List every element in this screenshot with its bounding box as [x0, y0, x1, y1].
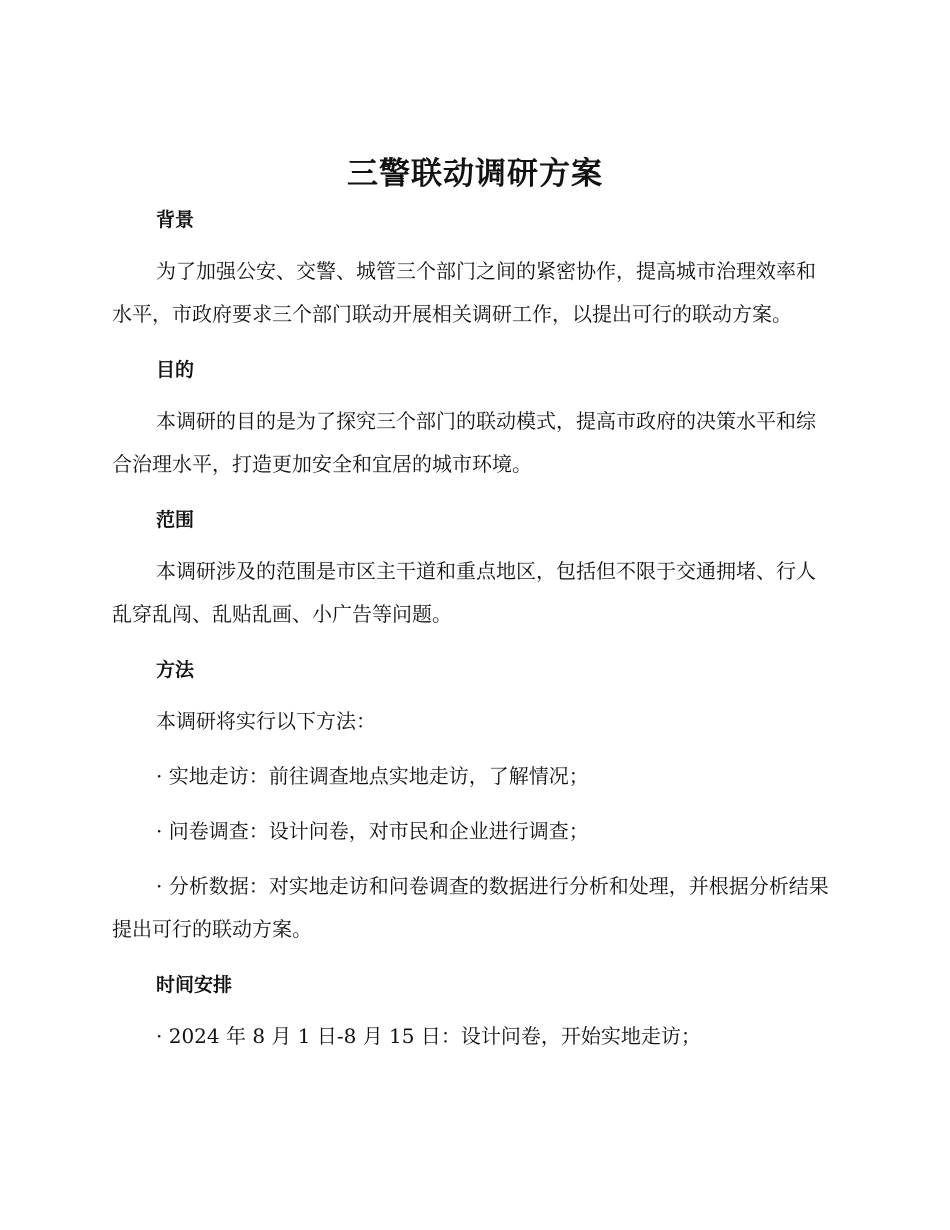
section-heading-scope: 范围 [156, 509, 195, 531]
method-item-field-visit: · 实地走访：前往调查地点实地走访，了解情况； [156, 764, 589, 788]
purpose-paragraph: 本调研的目的是为了探究三个部门的联动模式，提高市政府的决策水平和综合治理水平，打造更加安全和宜居的城市环境。 [112, 409, 816, 476]
method-item-data-analysis: · 分析数据：对实地走访和问卷调查的数据进行分析和处理，并根据分析结果提出可行的联动方案。 [112, 874, 829, 941]
method-item-questionnaire: · 问卷调查：设计问卷，对市民和企业进行调查； [156, 819, 589, 843]
section-heading-background: 背景 [156, 209, 195, 231]
document-title: 三警联动调研方案 [347, 156, 603, 192]
method-intro: 本调研将实行以下方法： [156, 709, 376, 733]
section-heading-purpose: 目的 [156, 359, 195, 381]
scope-paragraph: 本调研涉及的范围是市区主干道和重点地区，包括但不限于交通拥堵、行人乱穿乱闯、乱贴乱画、小广告等问题。 [112, 559, 816, 626]
section-heading-schedule: 时间安排 [156, 974, 233, 996]
section-heading-method: 方法 [156, 659, 195, 681]
schedule-item: · 2024 年 8 月 1 日-8 月 15 日：设计问卷，开始实地走访； [156, 1024, 701, 1048]
background-paragraph: 为了加强公安、交警、城管三个部门之间的紧密协作，提高城市治理效率和水平，市政府要求三个部门联动开展相关调研工作，以提出可行的联动方案。 [112, 259, 816, 326]
document-body [112, 200, 832, 1058]
